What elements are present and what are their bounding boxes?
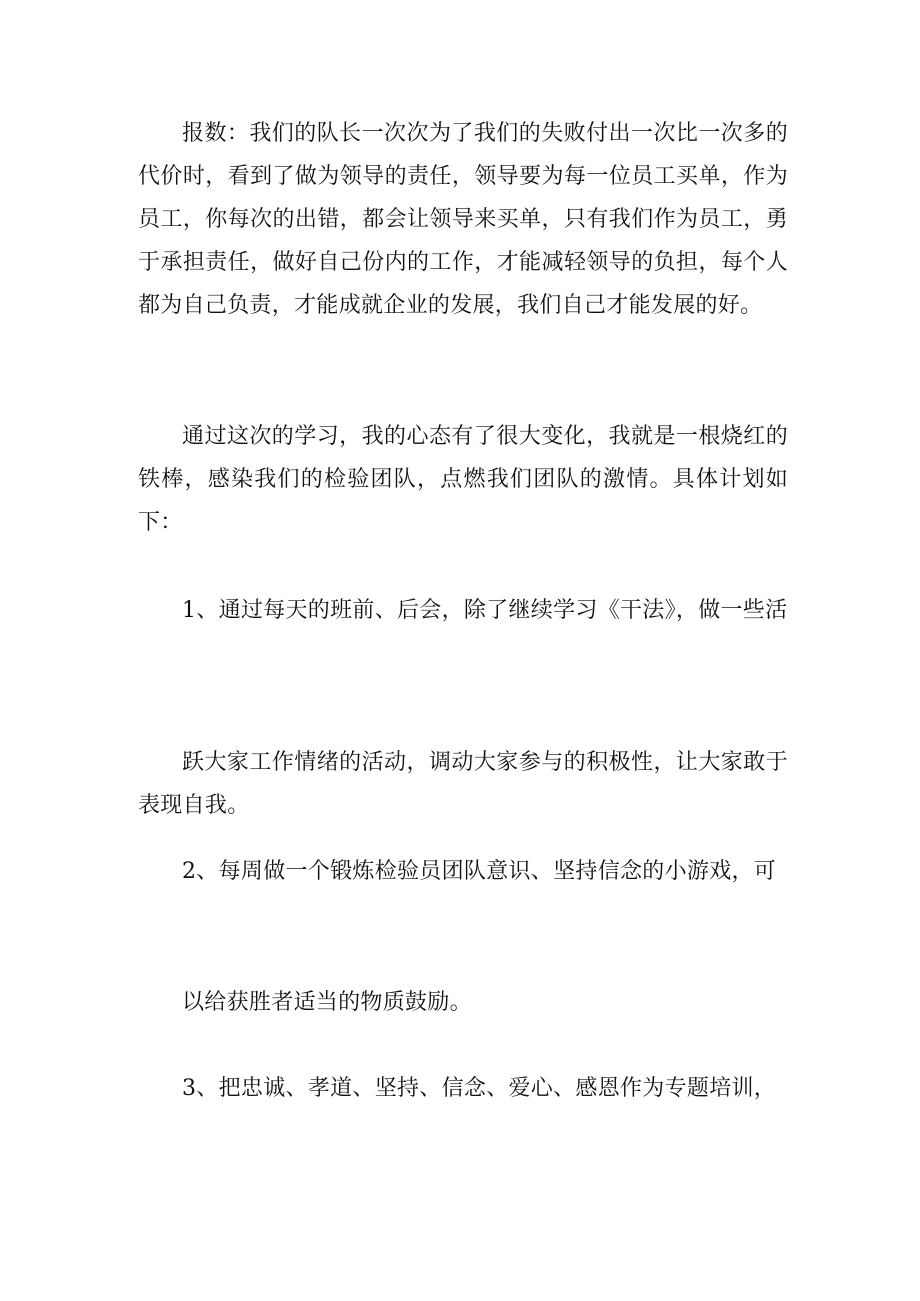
- paragraph-plan-item-3: 3、把忠诚、孝道、坚持、信念、爱心、感恩作为专题培训，: [182, 1076, 777, 1101]
- paragraph-plan-item-1-continued: 跃大家工作情绪的活动，调动大家参与的积极性，让大家敢于表现自我。: [138, 750, 788, 818]
- paragraph-report: 报数：我们的队长一次次为了我们的失败付出一次比一次多的代价时，看到了做为领导的责任，领导要为每一位员工买单，作为员工，你每次的出错，都会让领导来买单，只有我们作为员工，勇于承担责任，做好自己份内的工作，才能减轻领导的负担，每个人都为自己负责，才能成就企业的发展，我们自己才能发展的好。: [138, 121, 788, 318]
- paragraph-plan-item-2-continued: 以给获胜者适当的物质鼓励。: [182, 990, 472, 1015]
- paragraph-plan-item-1: 1、通过每天的班前、后会，除了继续学习《干法》，做一些活: [182, 598, 788, 623]
- paragraph-study-reflection: 通过这次的学习，我的心态有了很大变化，我就是一根烧红的铁棒，感染我们的检验团队，点燃我们团队的激情。具体计划如下：: [138, 424, 788, 535]
- paragraph-plan-item-2: 2、每周做一个锻炼检验员团队意识、坚持信念的小游戏，可: [182, 859, 777, 884]
